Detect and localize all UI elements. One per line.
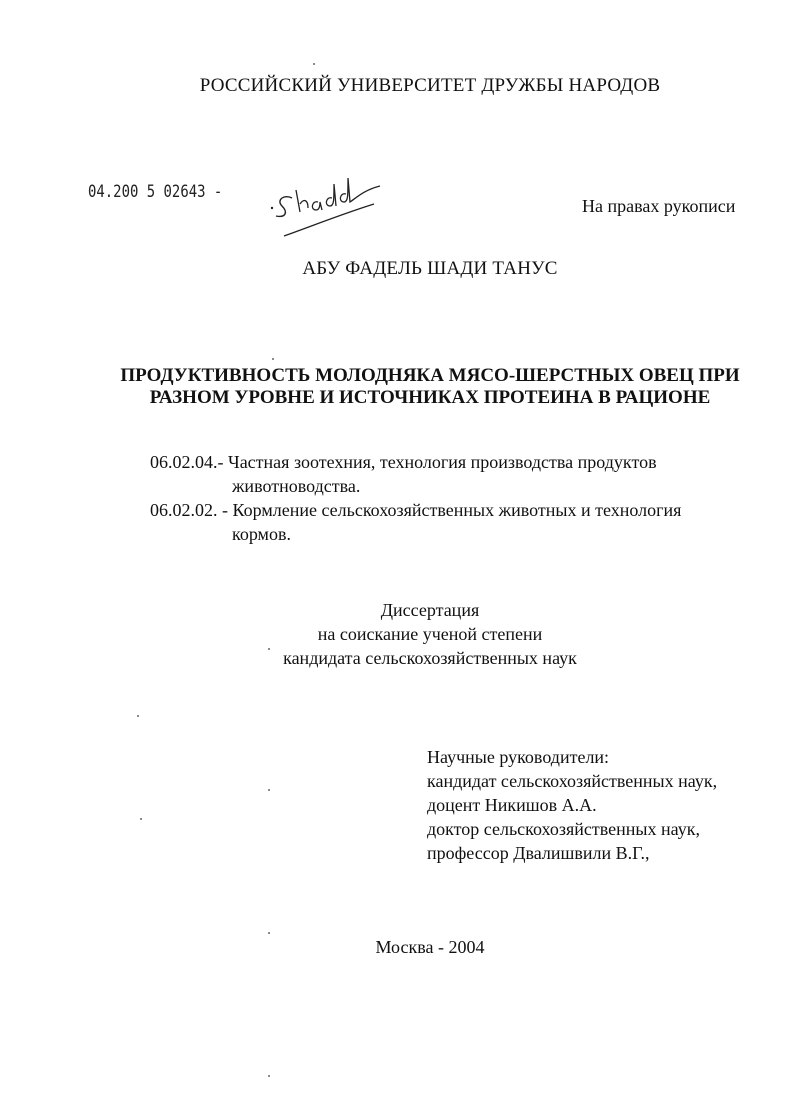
dissertation-title (100, 365, 760, 409)
scan-speck (268, 648, 270, 650)
rights-notice: На правах рукописи (582, 196, 736, 216)
scan-speck (137, 715, 139, 717)
registration-number: 04.200 5 02643 - (88, 182, 223, 202)
scan-speck (272, 358, 274, 360)
scan-speck (268, 1075, 270, 1077)
specialty-continuation: животноводства. (232, 476, 361, 496)
title-line: РАЗНОМ УРОВНЕ И ИСТОЧНИКАХ ПРОТЕИНА В РАЦИОНЕ (149, 387, 711, 408)
specialty-item (150, 498, 750, 546)
degree-block (0, 598, 799, 670)
degree-type: Диссертация (380, 600, 480, 620)
specialty-text: 06.02.02. - Кормление сельскохозяйственных животных и технология (150, 500, 682, 520)
degree-field: кандидата сельскохозяйственных наук (283, 648, 577, 668)
specialties-list (150, 450, 750, 546)
supervisor-line: доктор сельскохозяйственных наук, (427, 819, 700, 839)
supervisor-line: кандидат сельскохозяйственных наук, (427, 771, 718, 791)
scan-speck (313, 63, 315, 65)
supervisor-line: доцент Никишов А.А. (427, 795, 597, 815)
title-line: ПРОДУКТИВНОСТЬ МОЛОДНЯКА МЯСО-ШЕРСТНЫХ ОВЕЦ ПРИ (120, 365, 740, 386)
supervisor-line: профессор Двалишвили В.Г., (427, 843, 650, 863)
scan-speck (268, 932, 270, 934)
degree-purpose: на соискание ученой степени (317, 624, 543, 644)
handwritten-signature (262, 160, 392, 240)
scan-speck (268, 789, 270, 791)
university-name: РОССИЙСКИЙ УНИВЕРСИТЕТ ДРУЖБЫ НАРОДОВ (199, 75, 661, 96)
author-name: АБУ ФАДЕЛЬ ШАДИ ТАНУС (302, 258, 558, 279)
specialty-item (150, 450, 750, 498)
supervisors-heading: Научные руководители: (427, 747, 610, 767)
supervisors-block (427, 745, 717, 865)
specialty-text: 06.02.04.- Частная зоотехния, технология производства продуктов (150, 452, 657, 472)
scan-speck (140, 818, 142, 820)
specialty-continuation: кормов. (232, 524, 291, 544)
city-year: Москва - 2004 (375, 937, 485, 957)
